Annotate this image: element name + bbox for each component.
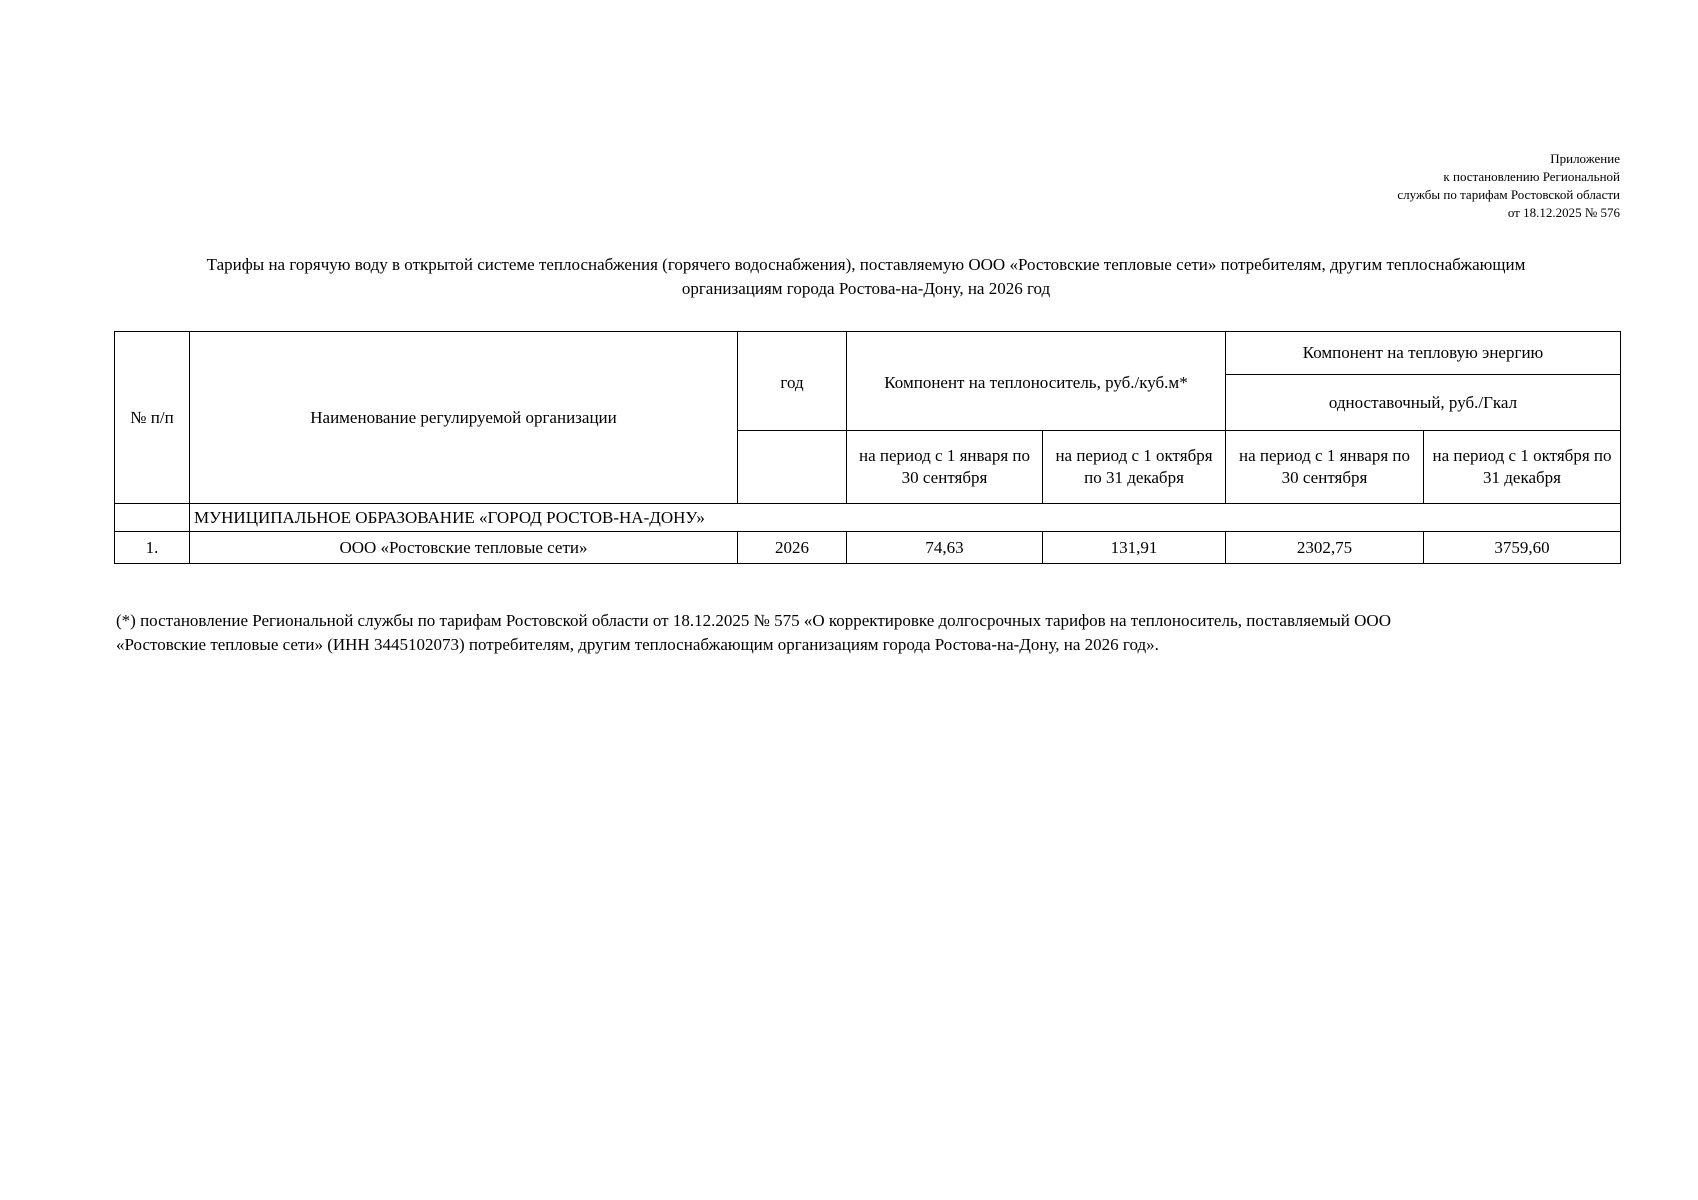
appendix-line: к постановлению Региональной: [1443, 169, 1620, 184]
appendix-line: от 18.12.2025 № 576: [1507, 205, 1620, 220]
row-heat-period-1: 2302,75: [1226, 532, 1424, 564]
appendix-line: Приложение: [1550, 151, 1620, 166]
row-coolant-period-2: 131,91: [1043, 532, 1226, 564]
header-year-blank: [738, 431, 847, 504]
row-year: 2026: [738, 532, 847, 564]
row-heat-period-2: 3759,60: [1424, 532, 1621, 564]
header-number: № п/п: [115, 332, 190, 504]
document-title-line: организациям города Ростова-на-Дону, на 2026 год: [681, 279, 1051, 298]
header-single-rate: одноставочный, руб./Гкал: [1226, 375, 1621, 431]
header-heat-component: Компонент на тепловую энергию: [1226, 332, 1621, 375]
row-organization: ООО «Ростовские тепловые сети»: [190, 532, 738, 564]
section-row: [115, 504, 1621, 532]
header-heat-period-1: на период с 1 января по 30 сентября: [1226, 431, 1424, 504]
header-coolant-component: Компонент на теплоноситель, руб./куб.м*: [847, 332, 1226, 431]
header-organization: Наименование регулируемой организации: [190, 332, 738, 504]
tariff-table: [114, 331, 1621, 564]
row-coolant-period-1: 74,63: [847, 532, 1043, 564]
header-heat-period-2: на период с 1 октября по 31 декабря: [1424, 431, 1621, 504]
table-row: [115, 532, 1621, 564]
footnote-line: (*) постановление Региональной службы по тарифам Ростовской области от 18.12.2025 № 575 «О корректировке долгосрочных тарифов на теплоноситель, поставляемый ООО: [116, 611, 1391, 630]
section-label: МУНИЦИПАЛЬНОЕ ОБРАЗОВАНИЕ «ГОРОД РОСТОВ-НА-ДОНУ»: [190, 504, 1621, 532]
section-number-blank: [115, 504, 190, 532]
document-title: [110, 253, 1622, 301]
footnote: [116, 609, 1626, 657]
header-coolant-period-2: на период с 1 октября по 31 декабря: [1043, 431, 1226, 504]
appendix-reference: [1397, 150, 1620, 222]
appendix-line: службы по тарифам Ростовской области: [1397, 187, 1620, 202]
footnote-line: «Ростовские тепловые сети» (ИНН 3445102073) потребителям, другим теплоснабжающим организациям города Ростова-на-Дону, на 2026 год».: [116, 635, 1159, 654]
header-coolant-period-1: на период с 1 января по 30 сентября: [847, 431, 1043, 504]
row-number: 1.: [115, 532, 190, 564]
document-title-line: Тарифы на горячую воду в открытой системе теплоснабжения (горячего водоснабжения), поставляемую ООО «Ростовские тепловые сети» потребителям, другим теплоснабжающим: [206, 255, 1526, 274]
header-year: год: [738, 332, 847, 431]
